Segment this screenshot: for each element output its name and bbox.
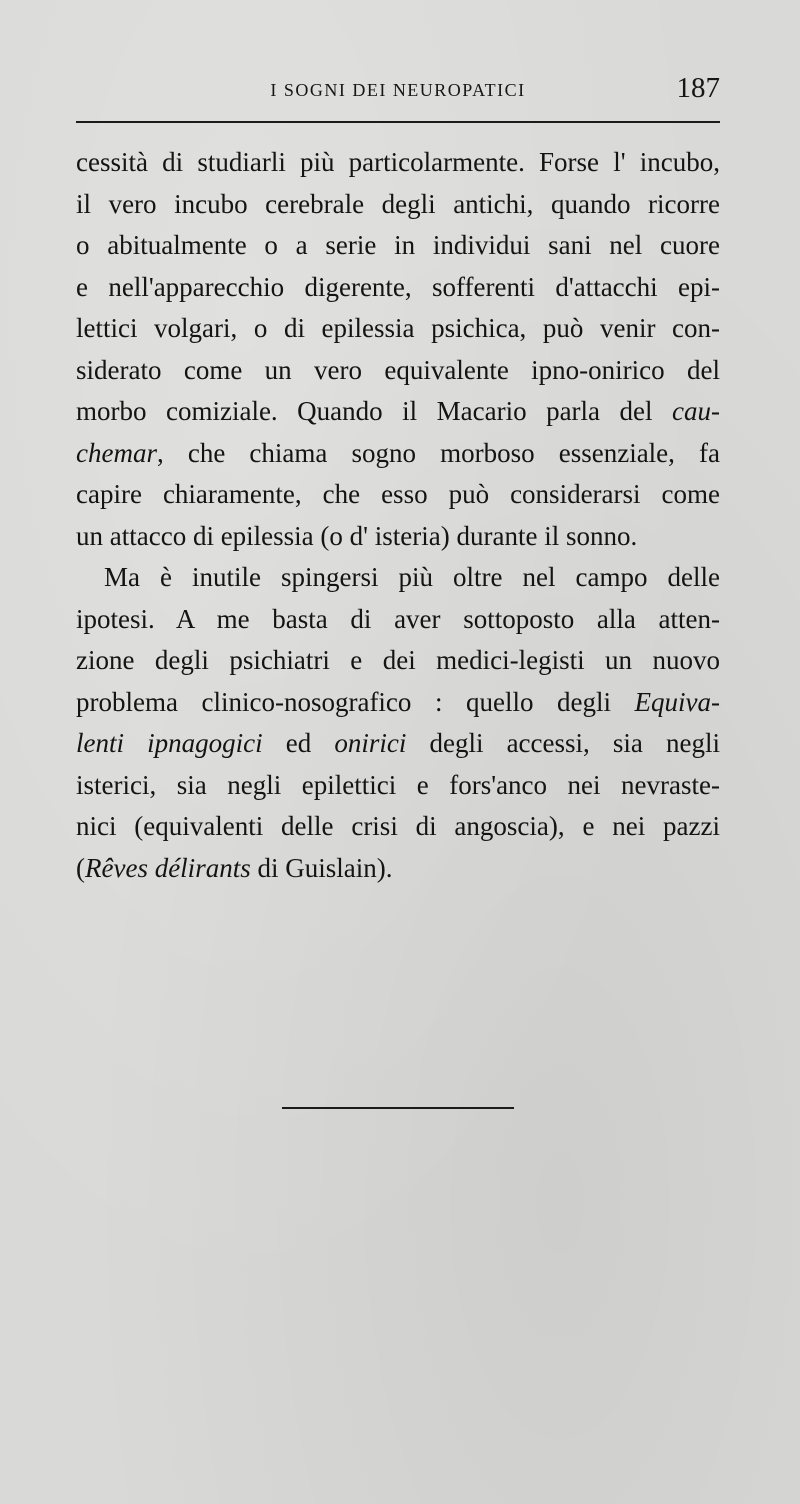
text-run: di Guislain). bbox=[250, 852, 393, 883]
text-line bbox=[76, 599, 720, 641]
text-line bbox=[76, 682, 720, 724]
text-line bbox=[76, 308, 720, 350]
text-run: degli accessi, sia negli bbox=[406, 728, 721, 758]
text-run: ed bbox=[262, 728, 335, 758]
body-text bbox=[76, 142, 720, 889]
text-run: capire chiaramente, che esso può considerarsi come bbox=[76, 479, 720, 509]
text-line bbox=[76, 557, 720, 599]
text-run: e nell'apparecchio digerente, sofferenti d'attacchi epi- bbox=[76, 271, 720, 302]
text-line bbox=[76, 806, 720, 848]
text-run: ipotesi. A me basta di aver sottoposto alla atten- bbox=[76, 603, 720, 634]
italic-run: lenti ipnagogici bbox=[76, 728, 263, 758]
text-run: morbo comiziale. Quando il Macario parla del bbox=[76, 396, 673, 426]
text-run: nici (equivalenti delle crisi di angoscia), e nei pazzi bbox=[76, 811, 720, 841]
text-run: ( bbox=[76, 852, 85, 883]
text-run: o abitualmente o a serie in individui sani nel cuore bbox=[76, 230, 720, 260]
page-number: 187 bbox=[676, 72, 720, 104]
running-head bbox=[76, 72, 720, 112]
header-rule bbox=[76, 121, 720, 123]
text-run: un attacco di epilessia (o d' isteria) durante il sonno. bbox=[76, 520, 638, 551]
text-line bbox=[76, 474, 720, 516]
text-run: cessità di studiarli più particolarmente. Forse l' incubo, bbox=[76, 147, 720, 177]
section-end-rule bbox=[282, 1107, 514, 1109]
text-run: lettici volgari, o di epilessia psichica, può venir con- bbox=[76, 313, 720, 343]
text-run: isterici, sia negli epilettici e fors'anco nei nevraste- bbox=[76, 769, 720, 800]
text-line bbox=[76, 433, 720, 475]
text-run: siderato come un vero equivalente ipno-onirico del bbox=[76, 354, 720, 385]
italic-run: onirici bbox=[334, 728, 407, 758]
italic-run: Rêves délirants bbox=[85, 852, 251, 883]
text-line bbox=[76, 184, 720, 226]
text-line bbox=[76, 516, 720, 558]
text-line bbox=[76, 391, 720, 433]
text-line bbox=[76, 723, 720, 765]
text-line bbox=[76, 848, 720, 890]
text-line bbox=[76, 142, 720, 184]
text-line bbox=[76, 350, 720, 392]
italic-run: Equiva- bbox=[634, 686, 720, 717]
text-run: Ma è inutile spingersi più oltre nel campo delle bbox=[104, 562, 720, 592]
italic-run: cau- bbox=[672, 396, 720, 426]
text-run: zione degli psichiatri e dei medici-legisti un nuovo bbox=[76, 645, 720, 675]
italic-run: chemar bbox=[76, 437, 157, 468]
text-line bbox=[76, 225, 720, 267]
text-run: problema clinico-nosografico : quello degli bbox=[76, 686, 635, 717]
text-line bbox=[76, 640, 720, 682]
text-run: , che chiama sogno morboso essenziale, fa bbox=[156, 437, 720, 468]
running-title: I SOGNI DEI NEUROPATICI bbox=[270, 80, 526, 100]
text-line bbox=[76, 765, 720, 807]
text-line bbox=[76, 267, 720, 309]
text-run: il vero incubo cerebrale degli antichi, quando ricorre bbox=[76, 188, 720, 219]
